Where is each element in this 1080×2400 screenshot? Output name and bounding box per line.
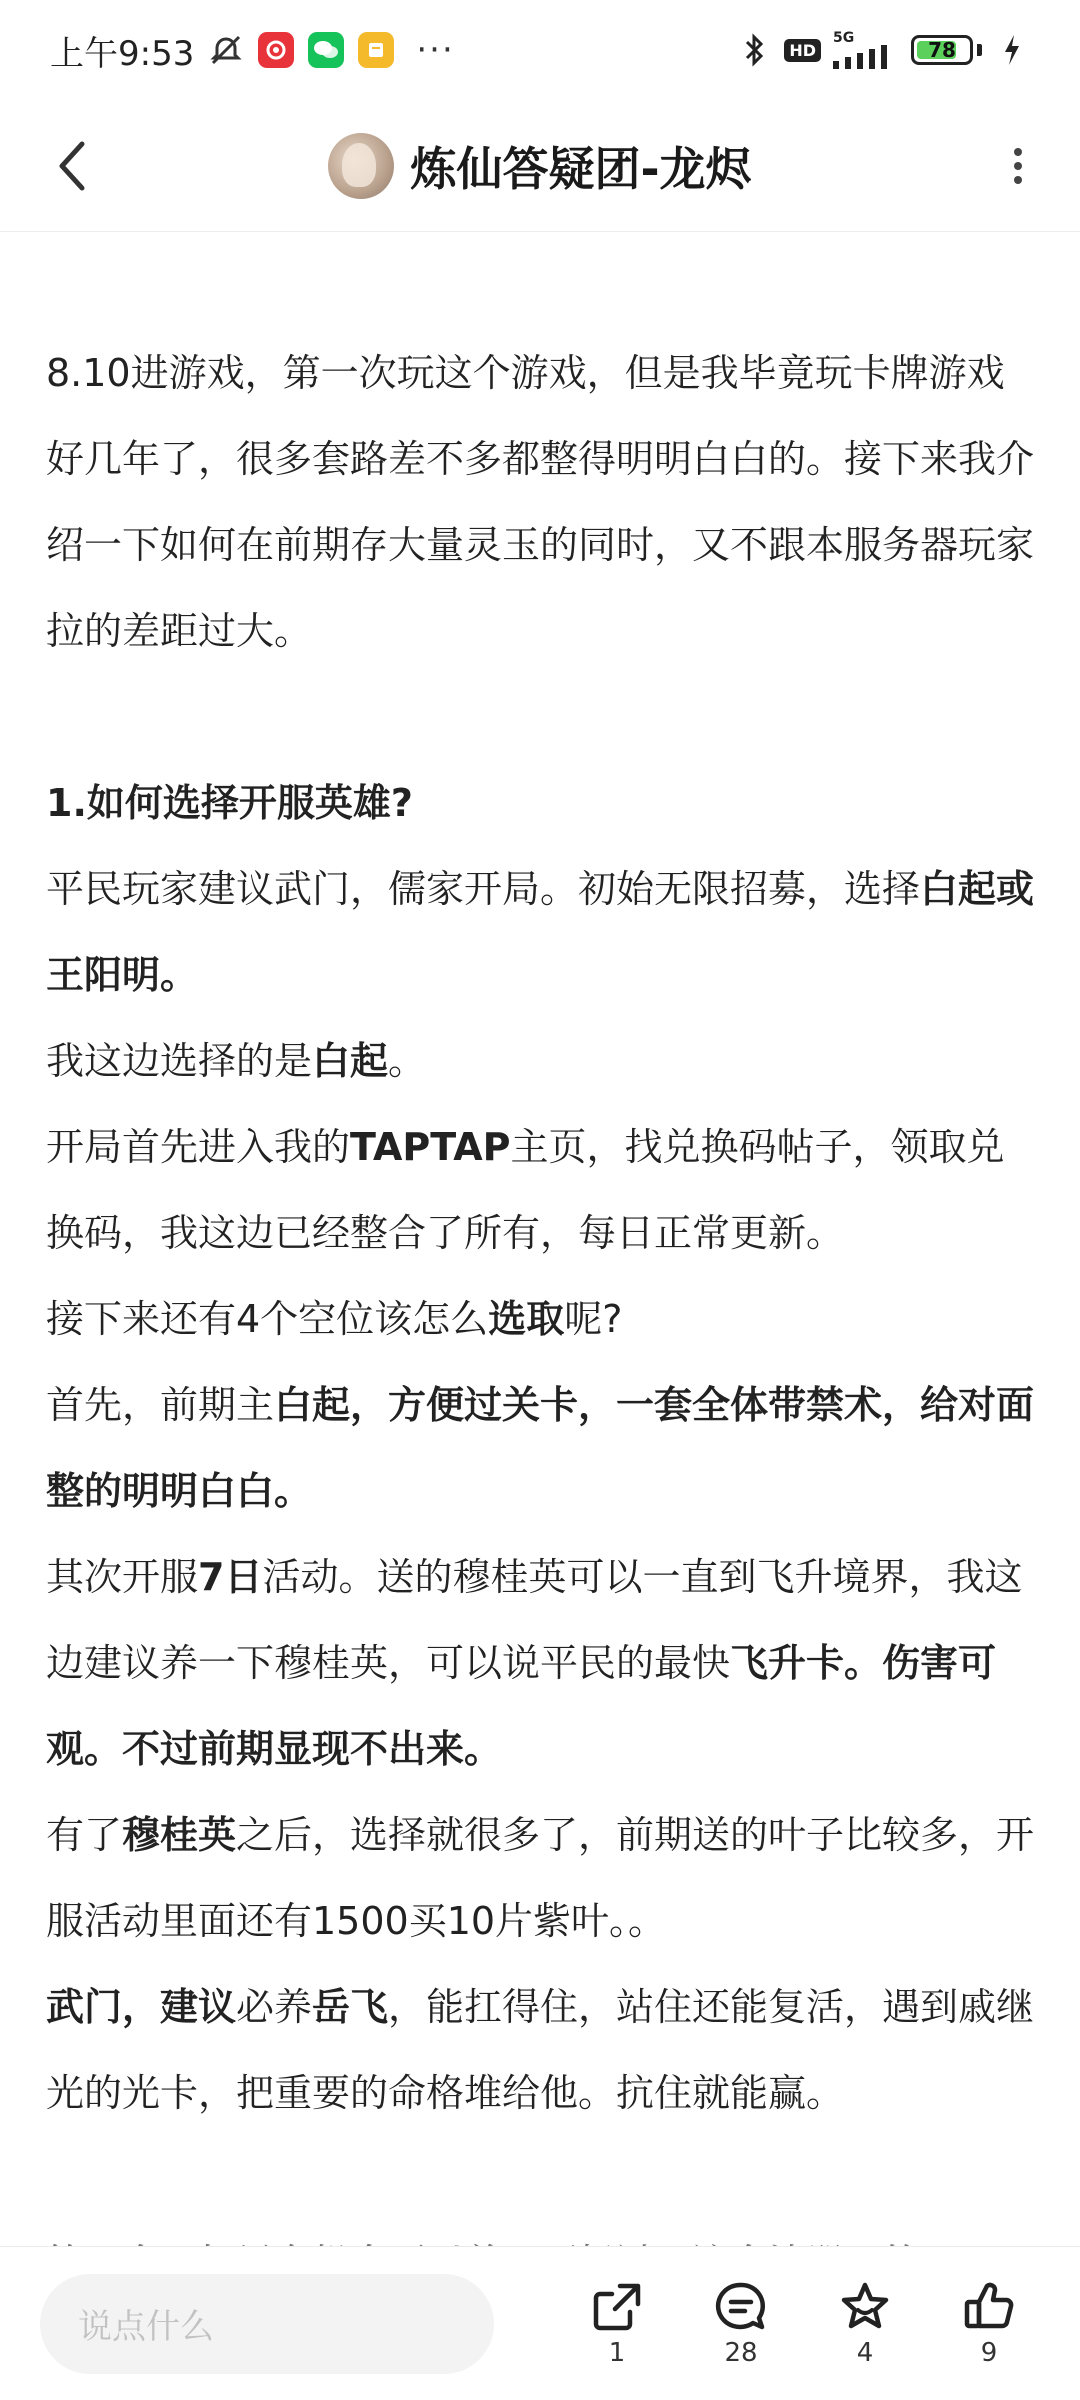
paragraph-third [46, 1792, 1036, 1964]
bold-span: 穆桂英 [122, 1813, 237, 1857]
paragraph-second [46, 1534, 1036, 1792]
network-type: 5G [833, 30, 855, 46]
status-bar [0, 0, 1080, 100]
favorite-count: 4 [856, 2337, 874, 2368]
text-span: 必养 [236, 1985, 313, 2029]
bold-span: 选取 [488, 1297, 565, 1341]
hd-badge: HD [784, 39, 821, 62]
text-span: 呢? [564, 1297, 623, 1341]
paragraph-redeem [46, 1104, 1036, 1276]
chevron-left-icon [57, 140, 87, 192]
text-span: 首先，前期主 [46, 1383, 275, 1427]
bluetooth-icon [736, 32, 772, 68]
text-span: 主页，找兑换码帖子，领取兑换码，我这边已经整合了所有，每日正常更新。 [46, 1125, 1005, 1255]
signal-icon [833, 31, 899, 69]
text-span: ，能扛得住，站住还能复活，遇到戚继光的光卡，把重要的命格堆给他。抗住就能赢。 [46, 1985, 1035, 2115]
wechat-icon [308, 32, 344, 68]
text-span: 接下来还有4个空位该怎么 [46, 1297, 489, 1341]
text-span: 有了 [46, 1813, 123, 1857]
bold-span: 岳飞 [312, 1985, 389, 2029]
status-time: 上午9:53 [50, 33, 195, 74]
bold-span: 白起或王阳明。 [46, 867, 1035, 997]
paragraph-intro: 8.10进游戏，第一次玩这个游戏，但是我毕竟玩卡牌游戏好几年了，很多套路差不多都整得明明白白的。接下来我介绍一下如何在前期存大量灵玉的同时，又不跟本服务器玩家拉的差距过大。 [46, 351, 1035, 653]
star-icon [838, 2280, 892, 2334]
share-button[interactable] [574, 2280, 660, 2368]
text-span: 。 [388, 1039, 427, 1083]
post-content [46, 330, 1036, 2136]
share-count: 1 [608, 2337, 626, 2368]
alarm-muted-icon [208, 32, 244, 68]
like-count: 9 [980, 2337, 998, 2368]
text-span: 活动。送的穆桂英可以一直到飞升境界，我这边建议养一下穆桂英，可以说平民的最快 [46, 1555, 1023, 1685]
paragraph-fourth [46, 1964, 1036, 2136]
favorite-button[interactable] [822, 2280, 908, 2368]
comment-count: 28 [724, 2337, 758, 2368]
bold-span: TAPTAP [350, 1125, 511, 1169]
comment-icon [714, 2280, 768, 2334]
page-title: 炼仙答疑团-龙烬 [410, 141, 752, 196]
comment-button[interactable] [698, 2280, 784, 2368]
text-span: 之后，选择就很多了，前期送的叶子比较多，开服活动里面还有1500买10片紫叶。。 [46, 1813, 1035, 1943]
netease-music-icon [258, 32, 294, 68]
text-span: 平民玩家建议武门，儒家开局。初始无限招募，选择 [46, 867, 921, 911]
charging-icon [994, 32, 1030, 68]
battery-cap [977, 44, 982, 56]
notes-app-icon [358, 32, 394, 68]
author-info[interactable] [328, 133, 751, 199]
battery-percent: 78 [928, 38, 956, 62]
bold-span: 白起，方便过关卡，一套全体带禁术，给对面整的明明白白。 [46, 1383, 1035, 1513]
post-header [0, 100, 1080, 232]
thumbs-up-icon [962, 2280, 1016, 2334]
avatar[interactable] [328, 133, 394, 199]
status-overflow-dots: ··· [416, 30, 455, 70]
text-span: 我这边选择的是 [46, 1039, 313, 1083]
share-icon [590, 2280, 644, 2334]
bold-span: 武门，建议 [46, 1985, 237, 2029]
battery-icon [911, 35, 973, 65]
paragraph-my-choice [46, 1018, 1036, 1104]
bold-span: 飞升卡。伤害可观。不过前期显现不出来。 [46, 1641, 997, 1771]
bottom-action-bar [0, 2246, 1080, 2400]
paragraph-slots [46, 1276, 1036, 1362]
back-button[interactable] [40, 134, 104, 198]
paragraph-cut-off [46, 2220, 920, 2248]
paragraph-first [46, 1362, 1036, 1534]
paragraph-hero-choice [46, 846, 1036, 1018]
more-vertical-icon [1012, 146, 1024, 186]
comment-input[interactable]: 说点什么 [40, 2274, 494, 2374]
more-options-button[interactable] [986, 134, 1050, 198]
text-span: 其次开服 [46, 1555, 199, 1599]
like-button[interactable] [946, 2280, 1032, 2368]
bold-span: 7日 [198, 1555, 263, 1599]
bold-span: 白起 [312, 1039, 389, 1083]
text-span: 开局首先进入我的 [46, 1125, 351, 1169]
section-heading: 1.如何选择开服英雄? [46, 781, 413, 825]
